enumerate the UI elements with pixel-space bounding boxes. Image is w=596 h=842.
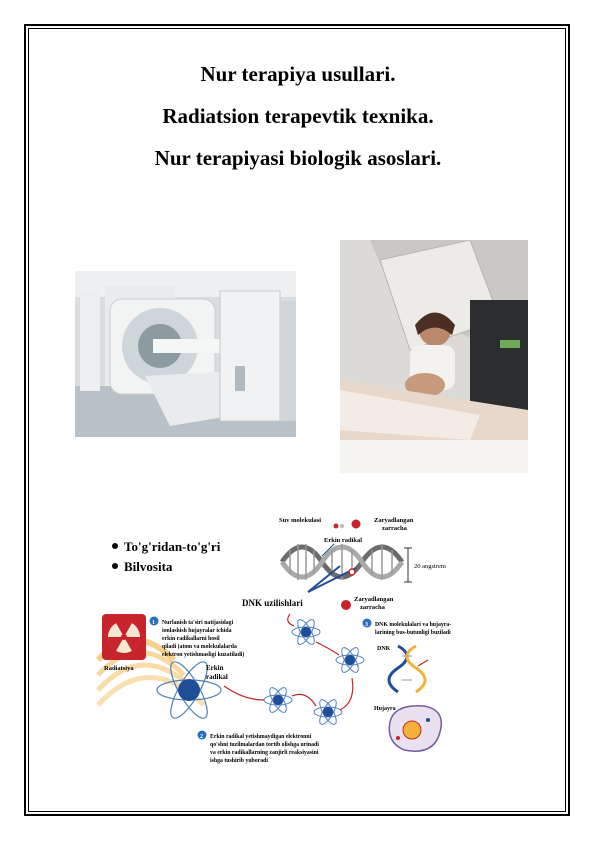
bullet-direct: To'g'ridan-to'g'ri (124, 539, 221, 554)
free-radical-top-label: Erkin radikal (324, 537, 363, 544)
svg-text:2: 2 (200, 734, 203, 740)
water-molecule-label: Suv molekulasi (279, 517, 322, 524)
svg-text:1: 1 (152, 620, 155, 626)
radiation-biology-diagram (94, 510, 496, 772)
charged-particle-top-icon (352, 520, 361, 529)
free-radical-label-1: Erkin (206, 664, 224, 672)
charged-particle-top-label-2: zarracha (382, 525, 407, 532)
atom-chain (224, 614, 364, 727)
title-line-2: Radiatsion terapevtik texnika. (162, 104, 434, 128)
free-radical-label-2: radikal (206, 673, 228, 681)
bullet-indirect: Bilvosita (124, 559, 173, 574)
charged-particle-top-label-1: Zaryadlangan (374, 517, 414, 524)
step-1-text: Nurlanish ta'siri natijasidagi ionlashish hujayralar ichida erkin radikallarni hosil qiladi (atom va molekulalarda elektron yetishmasligi kuzatiladi) (162, 620, 245, 658)
title-line-3: Nur terapiyasi biologik asoslari. (154, 146, 442, 170)
dna-breaks-label: DNK uzilishlari (242, 598, 303, 608)
charged-particle-bottom-label-1: Zaryadlangan (354, 596, 394, 603)
charged-particle-bottom-label-2: zarracha (360, 604, 385, 611)
svg-text:3: 3 (365, 622, 368, 628)
dna-label: DNK (377, 646, 391, 652)
cell-label: Hujayra (374, 706, 396, 712)
ct-scanner-photo (75, 271, 296, 437)
title-line-1: Nur terapiya usullari. (200, 62, 396, 86)
radiotherapy-photo (340, 240, 528, 473)
distance-label: 20 angstrem (414, 563, 446, 570)
step-2-text: Erkin radikal yetishmaydigan elektronni qo'shni tuzilmalardan tortib olishga urinadi va erkin radikallarning zanjirli reaksiyasini ishga tushirib yuboradi (210, 734, 319, 764)
charged-particle-bottom-icon (341, 600, 351, 610)
step-3-text: DNK molekulalari va hujayra- larining bus-butunligi buziladi (375, 622, 452, 636)
dna-small-icon (389, 646, 428, 692)
cell-icon (389, 706, 441, 751)
radiation-label: Radiatsiya (104, 665, 134, 672)
